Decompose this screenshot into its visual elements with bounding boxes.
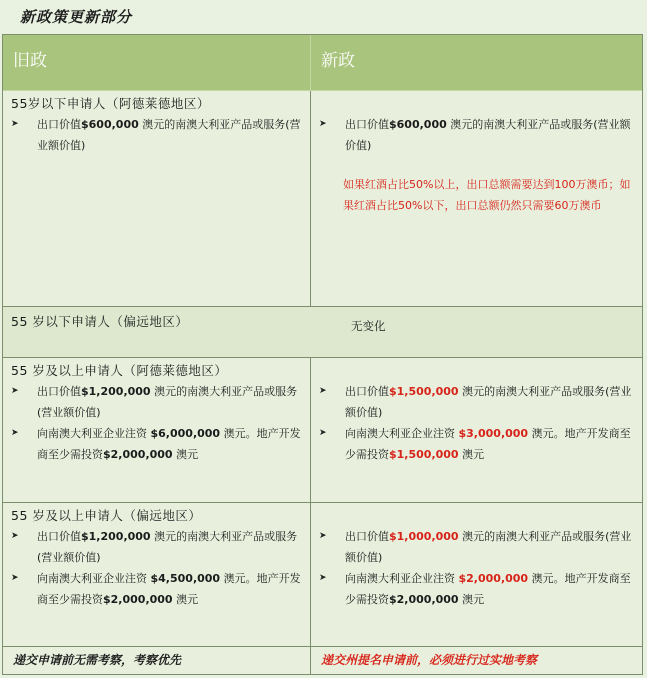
list-item: ➤ 出口价值$1,500,000 澳元的南澳大利亚产品或服务(营业额价值) xyxy=(317,381,636,423)
old-policy-cell xyxy=(3,91,311,306)
table-row xyxy=(3,503,642,647)
applicant-category: 55 岁以下申请人（偏远地区） xyxy=(11,314,189,329)
list-item: ➤ 出口价值$1,200,000 澳元的南澳大利亚产品或服务(营业额价值) xyxy=(9,381,304,423)
list-item: ➤ 向南澳大利亚企业注资 $3,000,000 澳元。地产开发商至少需投资$1,500,000 澳元 xyxy=(317,423,636,465)
arrow-bullet-icon: ➤ xyxy=(319,531,327,541)
list-item: ➤ 向南澳大利亚企业注资 $2,000,000 澳元。地产开发商至少需投资$2,000,000 澳元 xyxy=(317,568,636,610)
table-row xyxy=(3,358,642,503)
list-item: ➤ 出口价值$600,000 澳元的南澳大利亚产品或服务(营业额价值) xyxy=(317,114,636,156)
wine-export-note: 如果红酒占比50%以上，出口总额需要达到100万澳币；如果红酒占比50%以下，出口总额仍然只需要60万澳币 xyxy=(343,178,631,212)
list-item: ➤ 向南澳大利亚企业注资 $6,000,000 澳元。地产开发商至少需投资$2,000,000 澳元 xyxy=(9,423,304,465)
arrow-bullet-icon: ➤ xyxy=(319,386,327,396)
new-policy-cell xyxy=(311,647,642,674)
old-policy-cell xyxy=(3,647,311,674)
arrow-bullet-icon: ➤ xyxy=(11,573,19,583)
new-policy-cell xyxy=(311,307,642,357)
new-policy-cell xyxy=(311,503,642,646)
arrow-bullet-icon: ➤ xyxy=(11,386,19,396)
arrow-bullet-icon: ➤ xyxy=(11,531,19,541)
list-item: ➤ 出口价值$600,000 澳元的南澳大利亚产品或服务(营业额价值) xyxy=(9,114,304,156)
arrow-bullet-icon: ➤ xyxy=(11,119,19,129)
old-inspection-rule: 递交申请前无需考察，考察优先 xyxy=(13,653,182,667)
table-row xyxy=(3,307,642,358)
applicant-category: 55岁以下申请人（阿德莱德地区） xyxy=(11,96,210,111)
old-policy-cell xyxy=(3,503,311,646)
arrow-bullet-icon: ➤ xyxy=(11,428,19,438)
policy-comparison-table xyxy=(2,34,643,675)
arrow-bullet-icon: ➤ xyxy=(319,428,327,438)
applicant-category: 55 岁及以上申请人（偏远地区） xyxy=(11,508,202,523)
table-header-row xyxy=(3,35,642,91)
no-change-note: 无变化 xyxy=(351,319,386,333)
list-item: ➤ 向南澳大利亚企业注资 $4,500,000 澳元。地产开发商至少需投资$2,000,000 澳元 xyxy=(9,568,304,610)
header-new-policy: 新政 xyxy=(321,51,355,71)
table-row xyxy=(3,91,642,307)
list-item: ➤ 出口价值$1,200,000 澳元的南澳大利亚产品或服务(营业额价值) xyxy=(9,526,304,568)
arrow-bullet-icon: ➤ xyxy=(319,573,327,583)
applicant-category: 55 岁及以上申请人（阿德莱德地区） xyxy=(11,363,228,378)
page-title: 新政策更新部分 xyxy=(20,8,133,26)
old-policy-cell xyxy=(3,358,311,502)
header-old-policy: 旧政 xyxy=(3,35,311,90)
list-item: ➤ 出口价值$1,000,000 澳元的南澳大利亚产品或服务(营业额价值) xyxy=(317,526,636,568)
table-row xyxy=(3,647,642,674)
new-policy-cell xyxy=(311,91,642,306)
old-policy-cell xyxy=(3,307,311,357)
arrow-bullet-icon: ➤ xyxy=(319,119,327,129)
new-inspection-rule: 递交州提名申请前，必须进行过实地考察 xyxy=(321,653,538,667)
new-policy-cell xyxy=(311,358,642,502)
